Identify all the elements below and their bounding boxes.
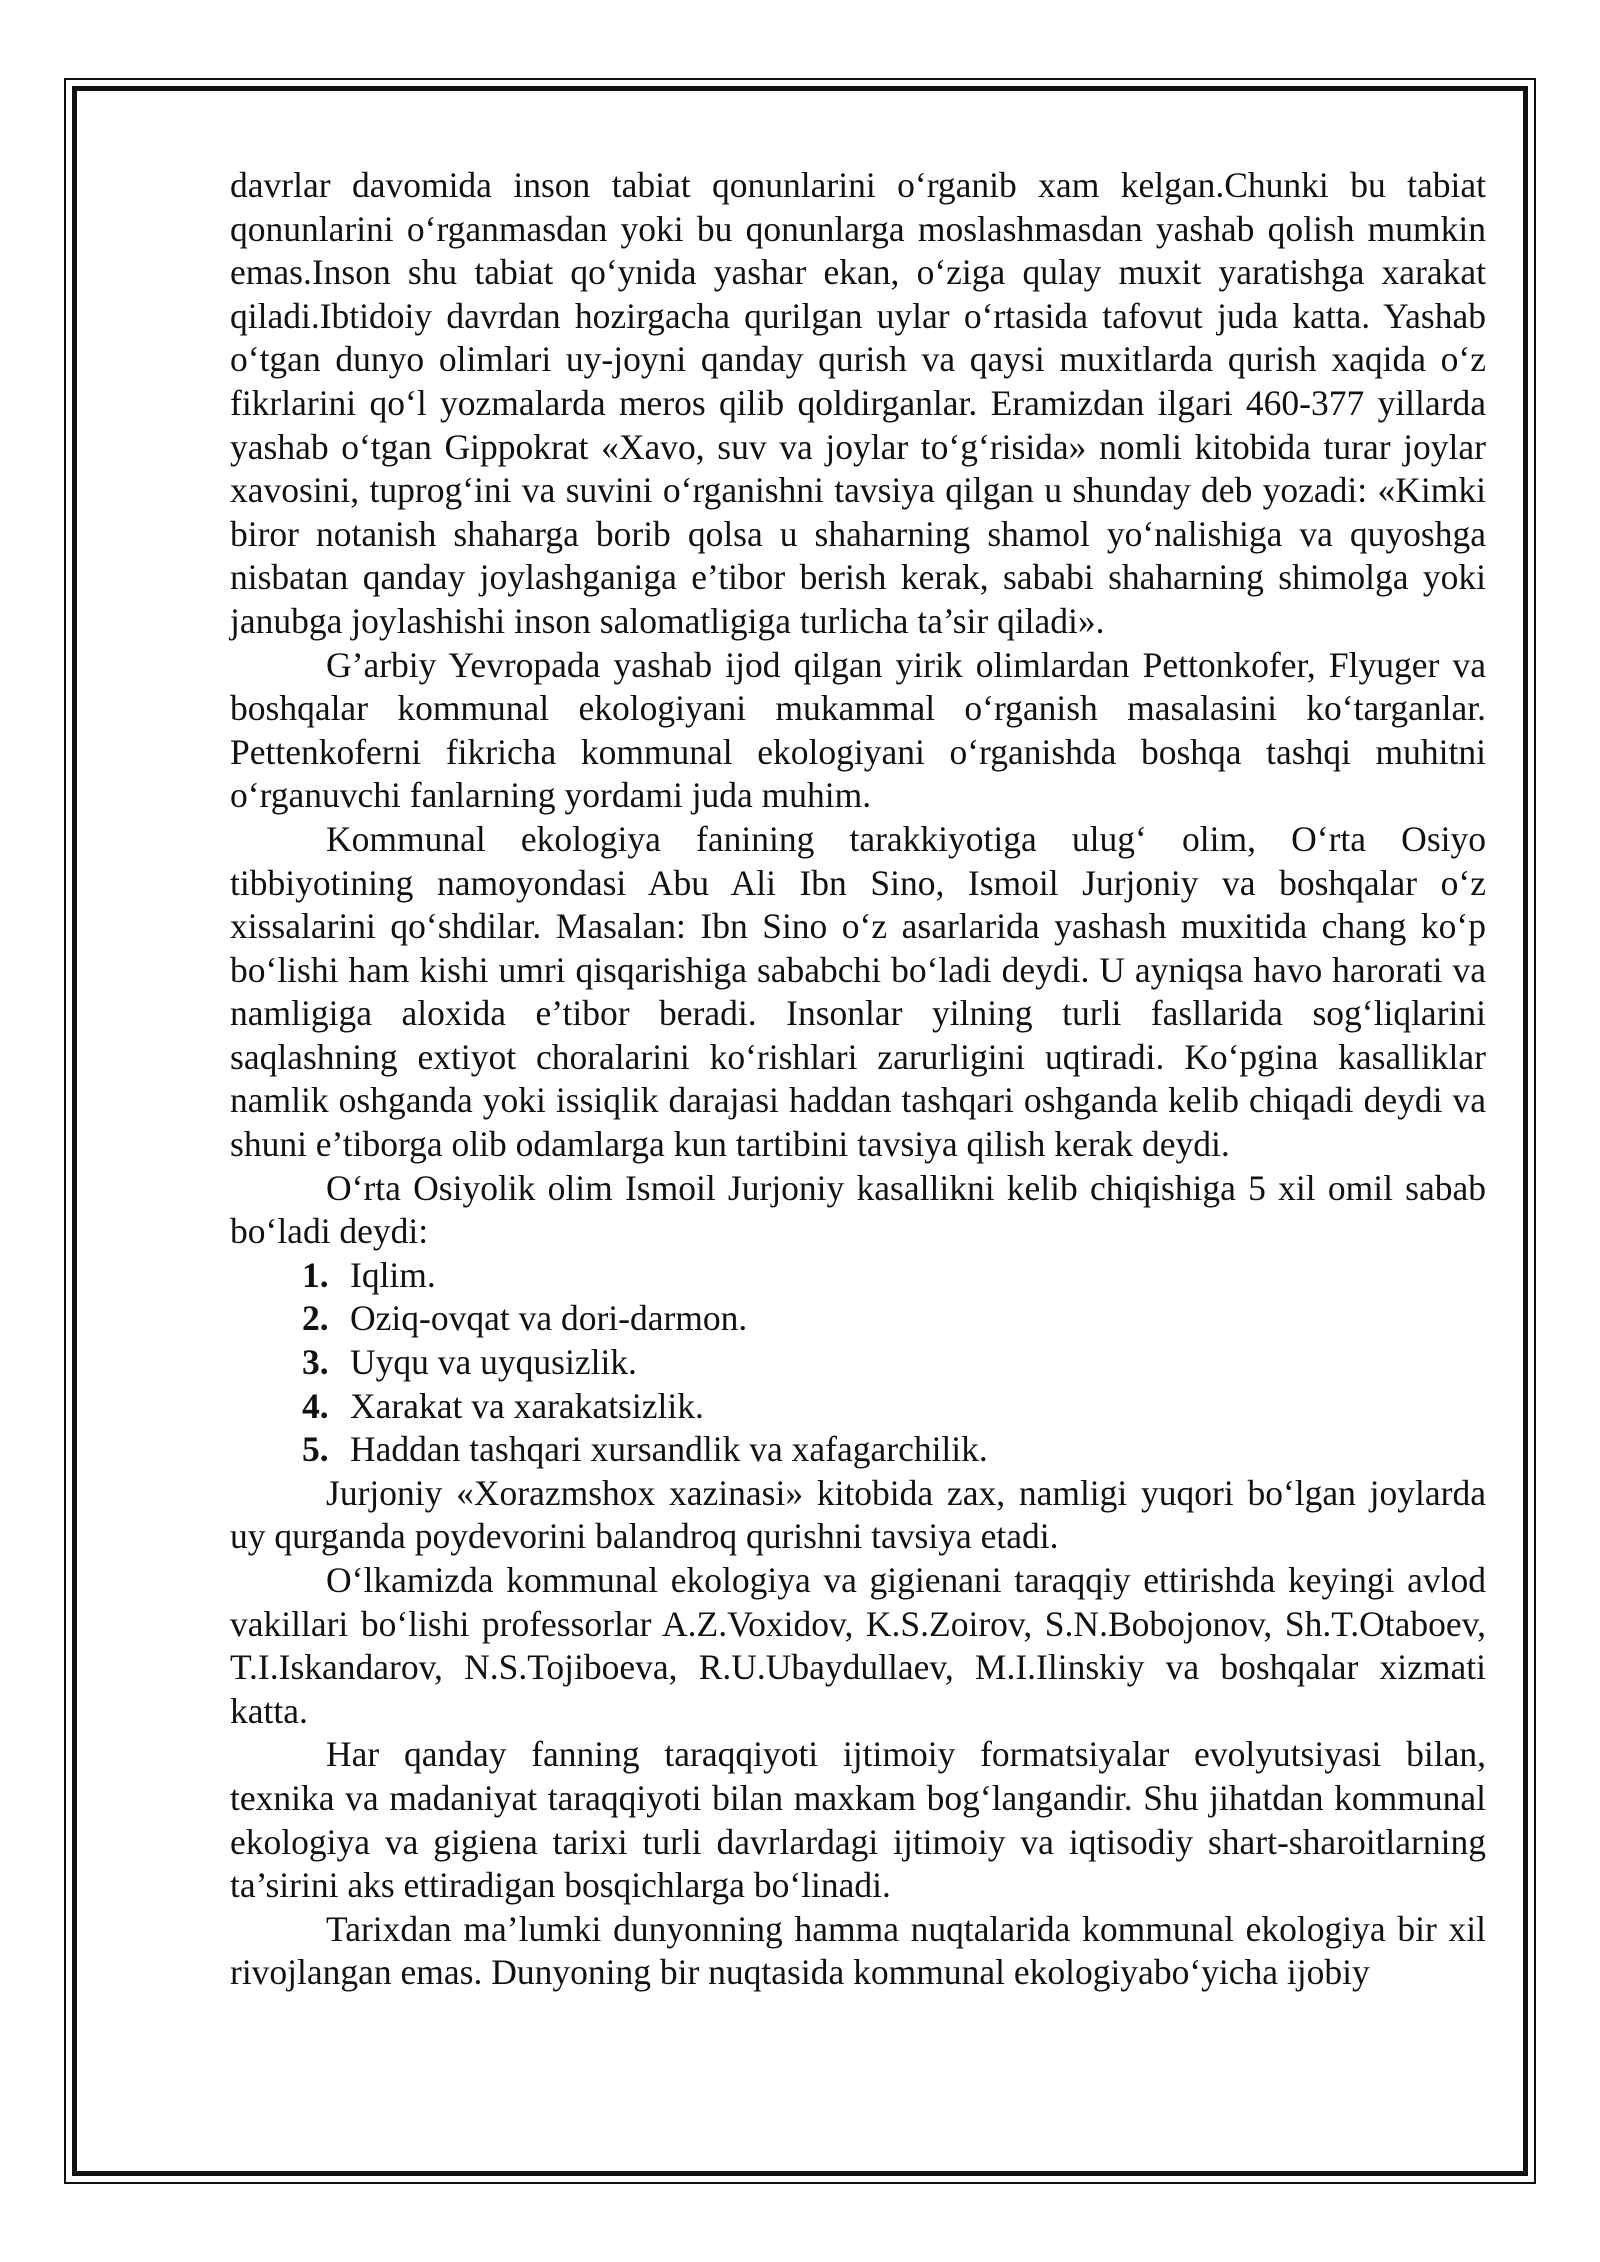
- paragraph-professors: O‘lkamizda kommunal ekologiya va gigienani taraqqiy ettirishda keyingi avlod vakillari bo‘lishi professorlar A.Z.Voxidov, K.S.Zoirov, S.N.Bobojonov, Sh.T.Otaboev, T.I.Iskandarov, N.S.Tojiboeva, R.U.Ubaydullaev, M.I.Ilinskiy va boshqalar xizmati katta.: [230, 1560, 1486, 1731]
- list-number: 5.: [302, 1429, 329, 1470]
- list-text: Haddan tashqari xursandlik va xafagarchilik.: [350, 1429, 988, 1470]
- paragraph-gippokrat: davrlar davomida inson tabiat qonunlarini o‘rganib xam kelgan.Chunki bu tabiat qonunlarini o‘rganmasdan yoki bu qonunlarga moslashmasdan yashab qolish mumkin emas.Inson shu tabiat qo‘ynida yashar ekan, o‘ziga qulay muxit yaratishga xarakat qiladi.Ibtidoiy davrdan hozirgacha qurilgan uylar o‘rtasida tafovut juda katta. Yashab o‘tgan dunyo olimlari uy-joyni qanday qurish va qaysi muxitlarda qurish xaqida o‘z fikrlarini qo‘l yozmalarda meros qilib qoldirganlar. Eramizdan ilgari 460-377 yillarda yashab o‘tgan Gippokrat «Xavo, suv va joylar to‘g‘risida» nomli kitobida turar joylar xavosini, tuprog‘ini va suvini o‘rganishni tavsiya qilgan u shunday deb yozadi: «Kimki biror notanish shaharga borib qolsa u shaharning shamol yo‘nalishiga va quyoshga nisbatan qanday joylashganiga e’tibor berish kerak, sababi shaharning shimolga yoki janubga joylashishi inson salomatligiga turlicha ta’sir qiladi».: [230, 165, 1486, 641]
- paragraph-history: Har qanday fanning taraqqiyoti ijtimoiy formatsiyalar evolyutsiyasi bilan, texnika va madaniyat taraqqiyoti bilan maxkam bog‘langandir. Shu jihatdan kommunal ekologiya va gigiena tarixi turli davrlardagi ijtimoiy va iqtisodiy shart-sharoitlarning ta’sirini aks ettiradigan bosqichlarga bo‘linadi.: [230, 1734, 1486, 1906]
- list-number: 1.: [302, 1254, 329, 1295]
- list-number: 4.: [302, 1385, 329, 1426]
- paragraph-pettenkofer: G’arbiy Yevropada yashab ijod qilgan yirik olimlardan Pettonkofer, Flyuger va boshqalar kommunal ekologiyani mukammal o‘rganish masalasini ko‘targanlar. Pettenkoferni fikricha kommunal ekologiyani o‘rganishda boshqa tashqi muhitni o‘rganuvchi fanlarning yordami juda muhim.: [230, 644, 1486, 816]
- list-text: Iqlim.: [350, 1254, 436, 1295]
- list-text: Xarakat va xarakatsizlik.: [350, 1385, 704, 1426]
- list-text: Uyqu va uyqusizlik.: [350, 1342, 637, 1383]
- list-item: [230, 1254, 1486, 1298]
- document-body: [230, 164, 1486, 1995]
- list-number: 2.: [302, 1298, 329, 1339]
- paragraph-development: Tarixdan ma’lumki dunyonning hamma nuqtalarida kommunal ekologiya bir xil rivojlangan emas. Dunyoning bir nuqtasida kommunal ekologiyabo‘yicha ijobiy: [230, 1908, 1486, 1993]
- list-item: [230, 1297, 1486, 1341]
- list-item: [230, 1385, 1486, 1429]
- paragraph-ibn-sino: Kommunal ekologiya fanining tarakkiyotiga ulug‘ olim, O‘rta Osiyo tibbiyotining namoyondasi Abu Ali Ibn Sino, Ismoil Jurjoniy va boshqalar o‘z xissalarini qo‘shdilar. Masalan: Ibn Sino o‘z asarlarida yashash muxitida chang ko‘p bo‘lishi ham kishi umri qisqarishiga sababchi bo‘ladi deydi. U ayniqsa havo harorati va namligiga aloxida e’tibor beradi. Insonlar yilning turli fasllarida sog‘liqlarini saqlashning extiyot choralarini ko‘rishlari zarurligini uqtiradi. Ko‘pgina kasalliklar namlik oshganda yoki issiqlik darajasi haddan tashqari oshganda kelib chiqadi deydi va shuni e’tiborga olib odamlarga kun tartibini tavsiya qilish kerak deydi.: [230, 818, 1486, 1165]
- paragraph-xorazmshox: Jurjoniy «Xorazmshox xazinasi» kitobida zax, namligi yuqori bo‘lgan joylarda uy qurganda poydevorini balandroq qurishni tavsiya etadi.: [230, 1472, 1486, 1557]
- list-text: Oziq-ovqat va dori-darmon.: [350, 1298, 748, 1339]
- paragraph-jurjoniy-intro: O‘rta Osiyolik olim Ismoil Jurjoniy kasallikni kelib chiqishiga 5 xil omil sabab bo‘ladi deydi:: [230, 1167, 1486, 1252]
- list-item: [230, 1341, 1486, 1385]
- list-number: 3.: [302, 1342, 329, 1383]
- factors-list: [230, 1254, 1486, 1472]
- list-item: [230, 1428, 1486, 1472]
